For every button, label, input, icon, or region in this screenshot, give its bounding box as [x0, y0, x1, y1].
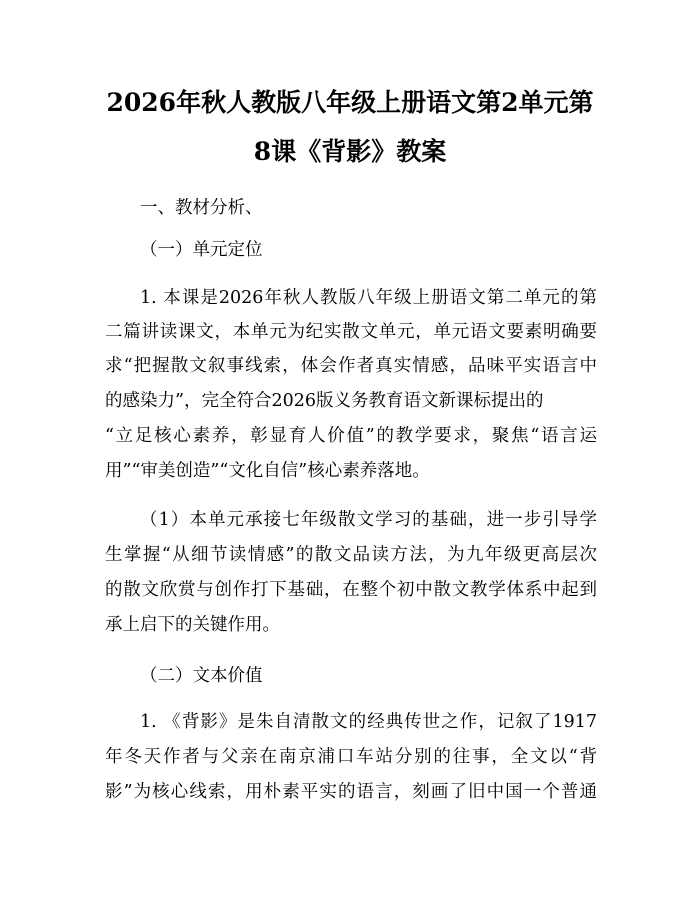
- paragraph-1-line-3: 求“把握散文叙事线索，体会作者真实情感，品味平实语言中: [105, 356, 597, 376]
- paragraph-1-line-2: 二篇讲读课文，本单元为纪实散文单元，单元语文要素明确要: [105, 322, 597, 342]
- paragraph-3-line-3: 影”为核心线索，用朴素平实的语言，刻画了旧中国一个普通: [105, 782, 597, 802]
- paragraph-2-line-2: 生掌握“从细节读情感”的散文品读方法，为九年级更高层次: [105, 545, 597, 565]
- paragraph-3-line-1: 1. 《背影》是朱自清散文的经典传世之作，记叙了1917: [140, 712, 597, 732]
- paragraph-2-line-4: 承上启下的关键作用。: [105, 615, 280, 635]
- paragraph-1-line-5: “立足核心素养，彰显育人价值”的教学要求，聚焦“语言运: [105, 426, 597, 446]
- paragraph-1-line-4: 的感染力”，完全符合2026版义务教育语文新课标提出的: [105, 391, 544, 411]
- paragraph-2-line-1: （1）本单元承接七年级散文学习的基础，进一步引导学: [140, 510, 597, 530]
- paragraph-2-line-3: 的散文欣赏与创作打下基础，在整个初中散文教学体系中起到: [105, 580, 597, 600]
- subsection-heading-text-value: （二）文本价值: [140, 666, 263, 686]
- section-heading-teaching-material-analysis: 一、教材分析、: [140, 198, 263, 218]
- document-title-line-1: 2026年秋人教版八年级上册语文第2单元第: [106, 88, 594, 117]
- paragraph-3-line-2: 年冬天作者与父亲在南京浦口车站分别的往事，全文以“背: [105, 747, 597, 767]
- paragraph-1-line-6: 用”“审美创造”“文化自信”核心素养落地。: [105, 461, 430, 481]
- document-title-line-2: 8课《背影》教案: [253, 137, 447, 166]
- paragraph-1-line-1: 1. 本课是2026年秋人教版八年级上册语文第二单元的第: [140, 288, 597, 308]
- subsection-heading-unit-positioning: （一）单元定位: [140, 240, 263, 260]
